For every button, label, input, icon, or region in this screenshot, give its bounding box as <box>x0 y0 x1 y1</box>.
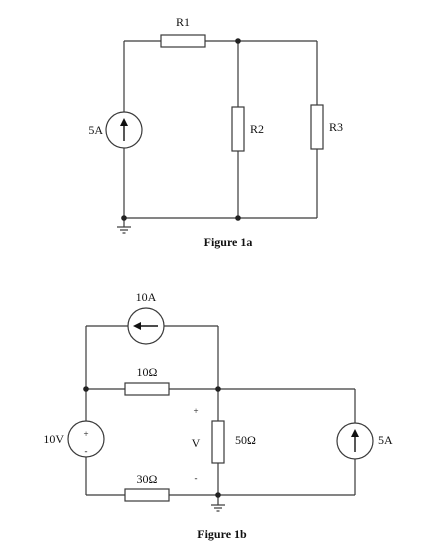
resistor-r1 <box>161 35 205 47</box>
label-source-5a: 5A <box>88 123 103 137</box>
label-source-5a-right: 5A <box>378 433 393 447</box>
node-1a-bottom-left <box>121 215 127 221</box>
ground-icon-1b <box>211 505 225 511</box>
figure-1a <box>88 15 343 249</box>
label-r2: R2 <box>250 122 265 136</box>
figure-1b <box>43 290 393 541</box>
caption-figure-1a: Figure 1a <box>203 235 253 249</box>
label-source-10v: 10V <box>43 432 64 446</box>
node-1b-mid-top <box>215 386 221 392</box>
label-v: V <box>191 436 201 450</box>
label-resistor-30ohm: 30Ω <box>136 472 158 486</box>
resistor-10ohm <box>125 383 169 395</box>
label-v-plus: + <box>193 406 199 416</box>
caption-figure-1b: Figure 1b <box>197 527 247 541</box>
label-resistor-50ohm: 50Ω <box>235 433 256 447</box>
resistor-30ohm <box>125 489 169 501</box>
resistor-r3 <box>311 105 323 149</box>
resistor-50ohm <box>212 421 224 463</box>
node-1b-mid-bottom <box>215 492 221 498</box>
label-resistor-10ohm: 10Ω <box>136 365 158 379</box>
label-r1: R1 <box>175 15 191 29</box>
node-1a-top <box>235 38 241 44</box>
voltage-source-minus: - <box>84 446 88 456</box>
label-v-minus: - <box>194 473 198 483</box>
resistor-r2 <box>232 107 244 151</box>
node-1a-bottom-mid <box>235 215 241 221</box>
voltage-source-plus: + <box>83 429 89 439</box>
node-1b-left-top <box>83 386 89 392</box>
ground-icon <box>117 227 131 233</box>
label-r3: R3 <box>329 120 344 134</box>
label-source-10a: 10A <box>135 290 157 304</box>
